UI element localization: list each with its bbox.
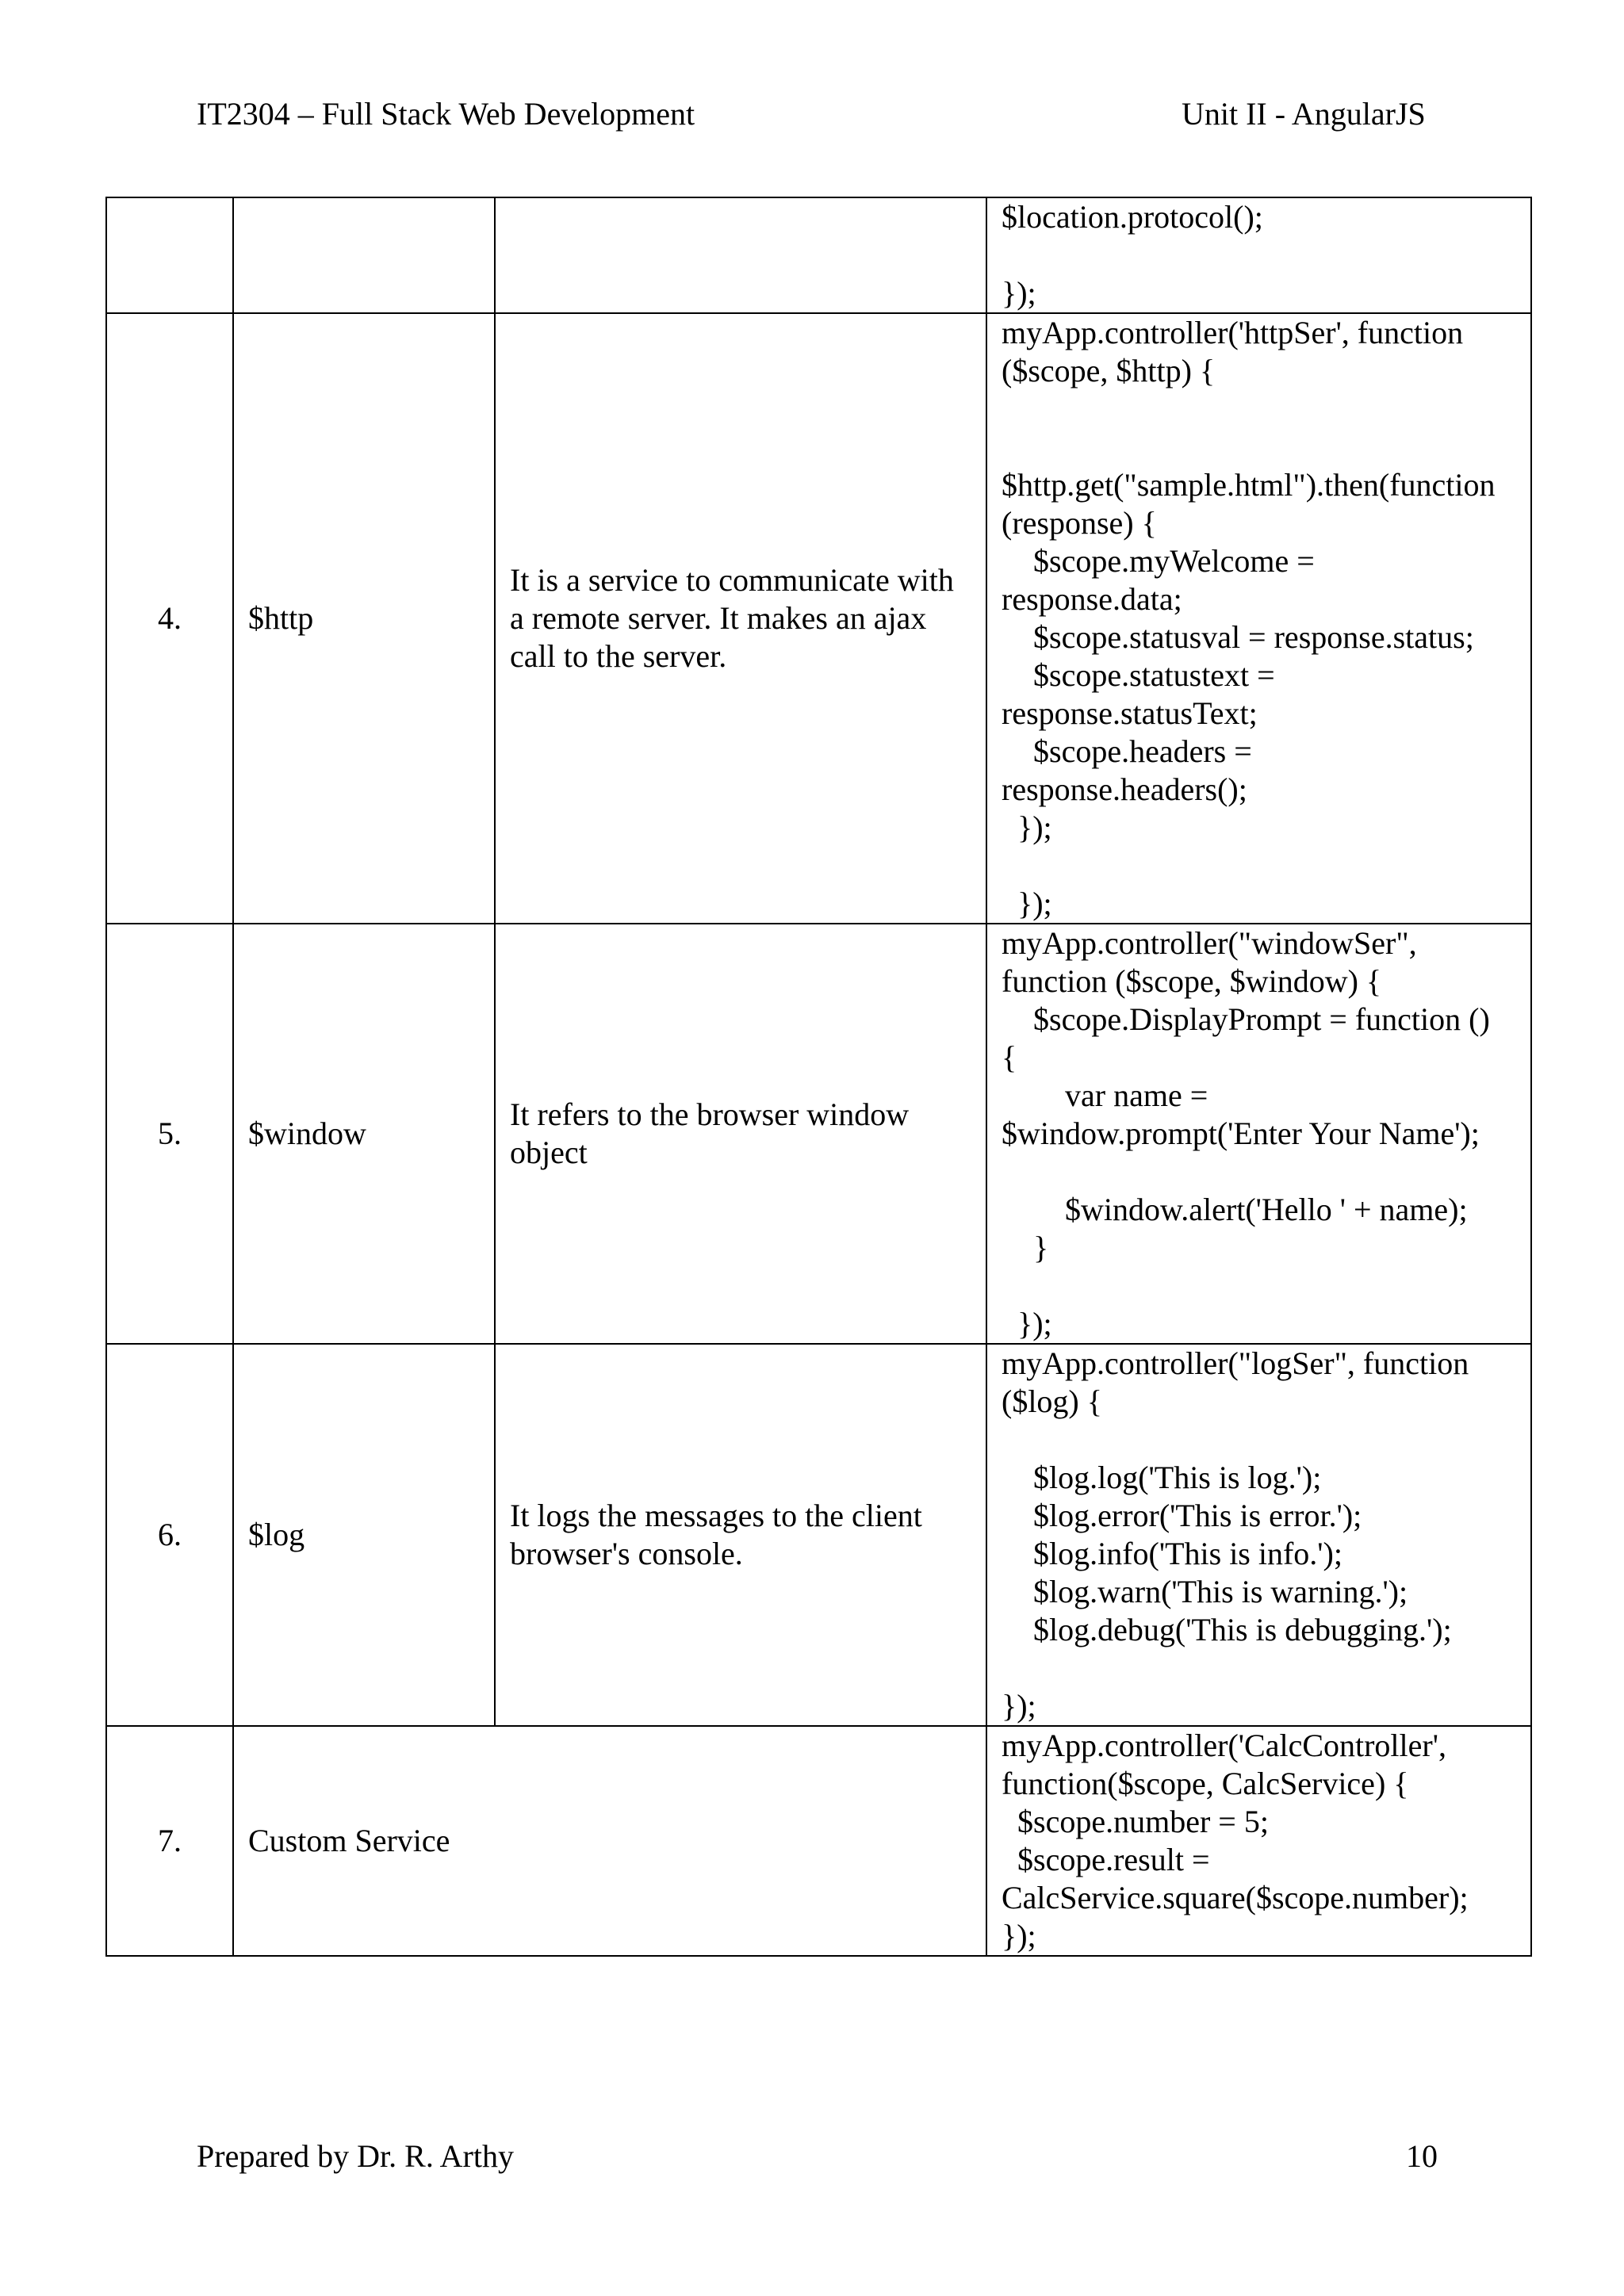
- code-line: $log.log('This is log.');: [1002, 1460, 1322, 1495]
- table-row: [106, 1726, 1531, 1956]
- code-line: {: [1002, 1039, 1017, 1075]
- code-line: [1002, 390, 1516, 428]
- code-line: $scope.headers =: [1002, 733, 1252, 769]
- code-line: function($scope, CalcService) {: [1002, 1766, 1409, 1801]
- code-line: CalcService.square($scope.number);: [1002, 1880, 1469, 1915]
- service-name: $http: [233, 313, 495, 924]
- code-line: });: [1002, 1688, 1036, 1724]
- code-line: $window.prompt('Enter Your Name');: [1002, 1115, 1480, 1151]
- code-line: [1002, 847, 1516, 885]
- code-line: var name =: [1002, 1077, 1208, 1113]
- code-line: myApp.controller("logSer", function: [1002, 1345, 1469, 1381]
- header-course-title: IT2304 – Full Stack Web Development: [197, 96, 695, 132]
- code-line: [1002, 1421, 1516, 1459]
- code-line: myApp.controller("windowSer",: [1002, 925, 1417, 961]
- code-line: $window.alert('Hello ' + name);: [1002, 1192, 1468, 1227]
- code-line: $scope.statusval = response.status;: [1002, 619, 1474, 655]
- code-line: });: [1002, 809, 1052, 845]
- service-name: $log: [233, 1344, 495, 1726]
- code-line: myApp.controller('CalcController',: [1002, 1728, 1446, 1763]
- page-number: 10: [1406, 2138, 1438, 2174]
- code-line: $http.get("sample.html").then(function: [1002, 467, 1496, 503]
- service-name: $window: [233, 924, 495, 1344]
- row-number: 7.: [106, 1726, 233, 1956]
- code-line: [1002, 428, 1516, 466]
- code-line: $scope.result =: [1002, 1842, 1210, 1877]
- service-name: Custom Service: [233, 1726, 986, 1956]
- table-row: [106, 924, 1531, 1344]
- service-description: It refers to the browser window object: [495, 924, 986, 1344]
- row-number: 5.: [106, 924, 233, 1344]
- header-unit-title: Unit II - AngularJS: [1182, 96, 1426, 132]
- code-line: response.statusText;: [1002, 695, 1258, 731]
- code-sample: [986, 197, 1531, 313]
- code-line: $log.debug('This is debugging.');: [1002, 1612, 1452, 1647]
- code-line: $log.warn('This is warning.');: [1002, 1574, 1408, 1609]
- code-line: (response) {: [1002, 505, 1157, 541]
- services-table: [105, 197, 1532, 1957]
- service-description: It is a service to communicate with a remote server. It makes an ajax call to the server.: [495, 313, 986, 924]
- code-line: $scope.DisplayPrompt = function (): [1002, 1001, 1490, 1037]
- code-line: $scope.myWelcome =: [1002, 543, 1315, 579]
- code-line: function ($scope, $window) {: [1002, 963, 1382, 999]
- code-line: [1002, 236, 1516, 274]
- code-line: response.headers();: [1002, 771, 1247, 807]
- row-number: [106, 197, 233, 313]
- code-sample: [986, 924, 1531, 1344]
- code-line: ($log) {: [1002, 1383, 1102, 1419]
- code-line: $location.protocol();: [1002, 199, 1263, 235]
- code-line: response.data;: [1002, 581, 1182, 617]
- table-row: [106, 313, 1531, 924]
- code-line: });: [1002, 275, 1036, 311]
- code-line: [1002, 1153, 1516, 1191]
- code-line: $scope.number = 5;: [1002, 1804, 1269, 1839]
- code-line: ($scope, $http) {: [1002, 353, 1216, 388]
- code-line: });: [1002, 886, 1052, 921]
- code-line: [1002, 1267, 1516, 1305]
- service-name: [233, 197, 495, 313]
- service-description: [495, 197, 986, 313]
- row-number: 6.: [106, 1344, 233, 1726]
- code-line: });: [1002, 1918, 1036, 1954]
- code-line: $log.info('This is info.');: [1002, 1536, 1342, 1571]
- table-row: [106, 1344, 1531, 1726]
- code-line: $scope.statustext =: [1002, 657, 1275, 693]
- code-sample: [986, 1726, 1531, 1956]
- code-sample: [986, 313, 1531, 924]
- code-line: myApp.controller('httpSer', function: [1002, 315, 1464, 350]
- code-line: $log.error('This is error.');: [1002, 1498, 1362, 1533]
- code-line: });: [1002, 1306, 1052, 1341]
- row-number: 4.: [106, 313, 233, 924]
- footer-prepared-by: Prepared by Dr. R. Arthy: [197, 2138, 514, 2174]
- table-row: [106, 197, 1531, 313]
- code-line: [1002, 1649, 1516, 1687]
- code-sample: [986, 1344, 1531, 1726]
- service-description: It logs the messages to the client browser's console.: [495, 1344, 986, 1726]
- code-line: }: [1002, 1230, 1049, 1265]
